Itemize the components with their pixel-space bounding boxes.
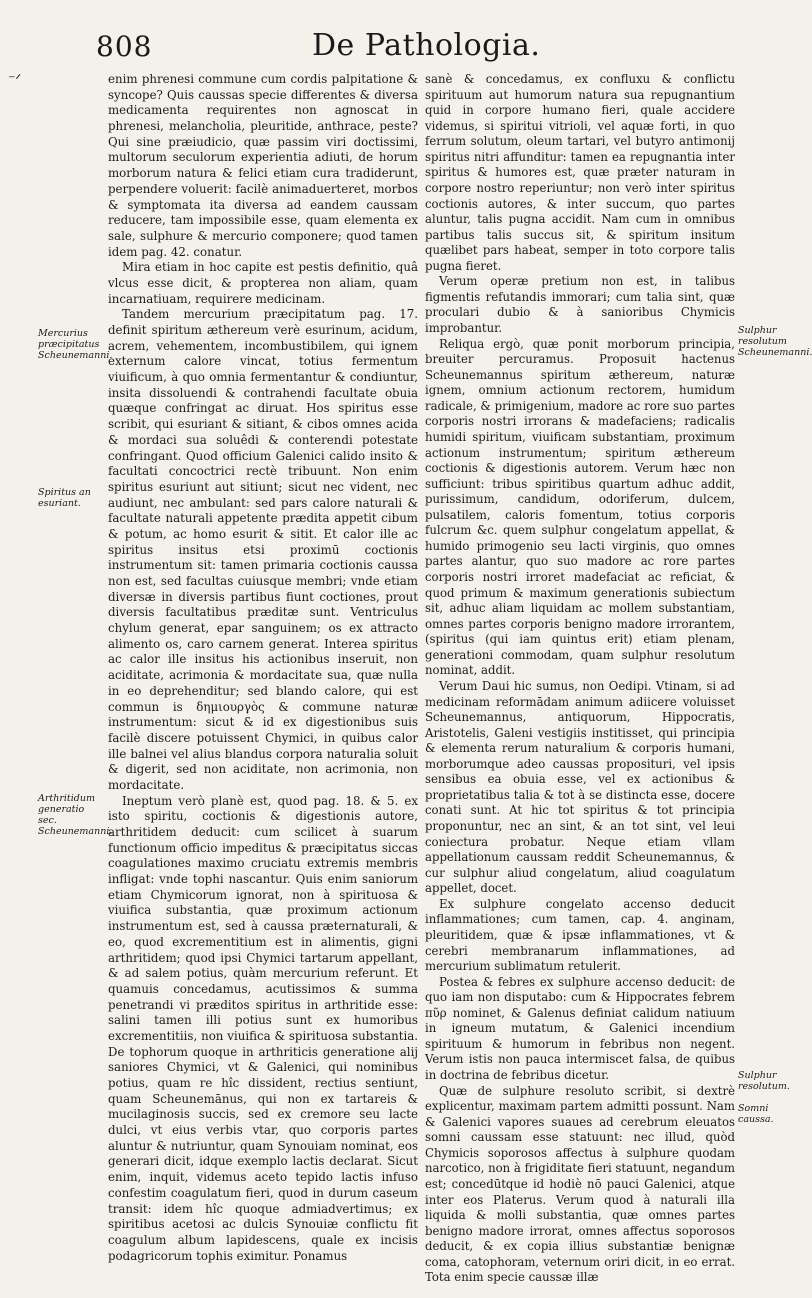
margin-note: Sulphur resolutum. (738, 1070, 790, 1092)
margin-note: Arthritidum generatio sec. Scheunemanni. (38, 793, 113, 837)
right-text-column (425, 72, 735, 1286)
paragraph: Verum Daui hic sumus, non Oedipi. Vtinam, si ad medicinam reformādam animum adiicere voluisset Scheunemannus, antiquorum, Hippocratis, Aristotelis, Galeni vestigiis institisset, qui principia & elementa rerum naturalium & corporis humani, morborumque adeo caussas proposituri, vel ipsis sensibus ea obuia esse, vel ex actionibus & proprietatibus talia & tot à se distincta esse, docere conati sunt. At hic tot spiritus & tot principia proponuntur, nec an sint, & an tot sint, vel leui coniectura probatur. Neque etiam vllam appellationum caussam reddit Scheunemannus, & cur sulphur aliud congelatum, aliud coagulatum appellet, docet. (425, 678, 735, 896)
paragraph: Verum operæ pretium non est, in talibus figmentis refutandis immorari; cum talia sint, quæ proculari dubio & à sanioribus Chymicis improbantur. (425, 274, 735, 335)
paragraph: Ineptum verò planè est, quod pag. 18. & 5. ex isto spiritu, coctionis & digestionis autore, arthritidem deducit: cum scilicet à suarum functionum officio impeditus & præcipitatus siccas coagulationes maximo cruciatu extremis membris infligat: vnde tophi nascantur. Quis enim saniorum etiam Chymicorum ignorat, non à spirituosa & viuifica substantia, quæ proximum actionum instrumentum est, sed à caussa præternaturali, & eo, quod excrementitium est in alimentis, gigni arthritidem; quod ipsi Chymici tartarum appellant, & ad salem potius, quàm mercurium referunt. Et quamuis concedamus, acutissimos & summa penetrandi vi præditos spiritus in arthritide esse: salini tamen illi potius sunt ex humoribus excrementitiis, non viuifica & spirituosa substantia. De tophorum quoque in arthriticis generatione alij saniores Chymici, vt & Galenici, qui nominibus potius, quam re hîc dissident, rectius sentiunt, quam Scheunemānus, qui non ex tartareis & mucilaginosis succis, sed ex cremore seu lacte dulci, vt eius verbis vtar, quo corporis partes aluntur & nutriuntur, quam Synouiam nominat, eos generari dicit, idque exemplo lactis declarat. Sicut enim, inquit, videmus aceto tepido lactis infuso confestim coagulatum fieri, quod in durum caseum transit: idem hîc quoque admiadvertimus; ex spiritibus acetosi ac dulcis Synouiæ conflictu fit coagulum album lapidescens, quale ex incisis podagricorum tophis eximitur. Ponamus (108, 793, 418, 1263)
paragraph: Postea & febres ex sulphure accenso deducit: de quo iam non disputabo: cum & Hippocrates febrem πῦρ nominet, & Galenus definiat calidum natiuum in igneum mutatum, & Galenici incendium spirituum & humorum in febribus non negent. Verum istis non pauca intermiscet falsa, de quibus in doctrina de febribus dicetur. (425, 974, 735, 1082)
paragraph: sanè & concedamus, ex confluxu & conflictu spirituum aut humorum natura sua repugnantium quid in corpore humano fieri, quale accidere videmus, si spiritui vitrioli, vel aquæ forti, in quo ferrum solutum, oleum tartari, vel butyro antimonij spiritus nitri affunditur: tamen ea repugnantia inter spiritus & humores est, quæ præter naturam in corpore nostro reperiuntur; non verò inter spiritus coctionis autores, & inter succum, quo partes aluntur, talis pugna accidit. Nam cum in omnibus partibus talis succus sit, & spiritum insitum quælibet pars habeat, semper in toto corpore talis pugna fieret. (425, 72, 735, 273)
paragraph: Reliqua ergò, quæ ponit morborum principia, breuiter percuramus. Proposuit hactenus Scheunemannus spiritum æthereum, naturæ ignem, omnium actionum rectorem, humidum radicale, & primigenium, madore ac rore suo partes corporis nostri irrorans & madefaciens; radicalis humidi spiritum, viuificam substantiam, proximum actionum instrumentum; spiritum æthereum coctionis & digestionis autorem. Verum hæc non sufficiunt: tribus spiritibus quartum adhuc addit, purissimum, candidum, odoriferum, dulcem, pulsatilem, caloris fomentum, totius corporis fulcrum &c. quem sulphur congelatum appellat, & humido primogenio seu lacti virginis, quo omnes partes alantur, quo suo madore ac rore partes corporis nostri irroret madefaciat ac reficiat, & quod primum & maximum generationis subiectum sit, adhuc aliam liquidam ac mollem substantiam, omnes partes corporis benigno madore irrorantem, (spiritus (qui iam quintus erit) etiam plenam, generationi commodam, quam sulphur resolutum nominat, addit. (425, 336, 735, 678)
margin-note: Spiritus an esuriant. (38, 487, 91, 509)
left-text-column (108, 72, 418, 1264)
paragraph: Mira etiam in hoc capite est pestis definitio, quâ vlcus esse dicit, & propterea non aliam, quam incarnatiuam, requirere medicinam. (108, 260, 418, 306)
running-head-title: De Pathologia. (312, 28, 541, 63)
paragraph: enim phrenesi commune cum cordis palpitatione & syncope? Quis caussas specie differentes & diversa medicamenta requirentes non agnoscat in phrenesi, melancholia, pleuritide, anthrace, peste? Qui sine præiudicio, quæ passim viri doctissimi, multorum seculorum experientia adiuti, de horum morborum natura & felici etiam cura tradiderunt, perpendere voluerit: facilè animaduerteret, morbos & symptomata ita diversa ad eandem caussam reducere, tam impossibile esse, quam elementa ex sale, sulphure & mercurio componere; quod tamen idem pag. 42. conatur. (108, 72, 418, 259)
paragraph: Ex sulphure congelato accenso deducit inflammationes; cum tamen, cap. 4. anginam, pleuritidem, quæ & ipsæ inflammationes, vt & cerebri membranarum inflammationes, ad mercurium sublimatum retulerit. (425, 896, 735, 974)
margin-note: Sulphur resolutum Scheunemanni. (738, 325, 812, 358)
paragraph: Quæ de sulphure resoluto scribit, si dextrè explicentur, maximam partem admitti possunt. Nam & Galenici vapores suaues ad cerebrum eleuatos somni caussam esse statuunt: nec illud, quòd Chymicis soporosos affectus à sulphure quodam narcotico, non à frigiditate fieri statuunt, negandum est; concedūtque id hodiè nō pauci Galenici, atque inter eos Platerus. Verum quod à naturali illa liquida & molli substantia, quæ omnes partes benigno madore irrorat, omnes affectus soporosos deducit, & ex copia illius substantiæ benignæ coma, catophoram, veternum oriri dicit, in eo errat. Tota enim specie caussæ illæ (425, 1083, 736, 1285)
margin-ornament: ⁻ᐟ (8, 72, 22, 88)
page-number: 808 (96, 30, 153, 63)
margin-note: Mercurius præcipitatus Scheunemanni. (38, 328, 113, 361)
paragraph: Tandem mercurium præcipitatum pag. 17. definit spiritum æthereum verè esurinum, acidum, acrem, vehementem, incombustibilem, qui ignem externum calore vincat, totius fermentum viuificum, à quo omnia fermentantur & condiuntur, insita dissoluendi & contrahendi facultate obuia quæque confringat ac diruat. Hos spiritus esse scribit, qui esuriant & sitiant, & cibos omnes acida & mordaci sua soluêdi & conterendi potestate confringant. Quod officium Galenici calido insito & facultati concoctrici rectè tribuunt. Non enim spiritus esuriunt aut sitiunt; sicut nec vident, nec audiunt, nec ambulant: sed pars calore naturali & facultate naturali appetente prædita appetit cibum & potum, ac homo esurit & sitit. Et calor ille ac spiritus insitus etsi proximū coctionis instrumentum sit: tamen primaria coctionis caussa non est, sed facultas cuiusque membri; vnde etiam diversæ in diversis partibus fiunt coctiones, prout diversis facultatibus præditæ sunt. Ventriculus chylum generat, epar sanguinem; os ex attracto alimento os, caro carnem generat. Interea spiritus ac calor ille insitus his actionibus inseruit, non aciditate, acrimonia & mordacitate sua, quæ nulla in eo deprehenditur; sed blando calore, qui est commun is δημιουργὸς & commune naturæ instrumentum: sicut & id ex digestionibus suis facilè discere potuissent Chymici, in quibus calor ille balnei vel alius blandus corpora naturalia soluit & digerit, sed non aciditate, non acrimonia, non mordacitate. (108, 307, 418, 792)
margin-note: Somni caussa. (738, 1103, 774, 1125)
